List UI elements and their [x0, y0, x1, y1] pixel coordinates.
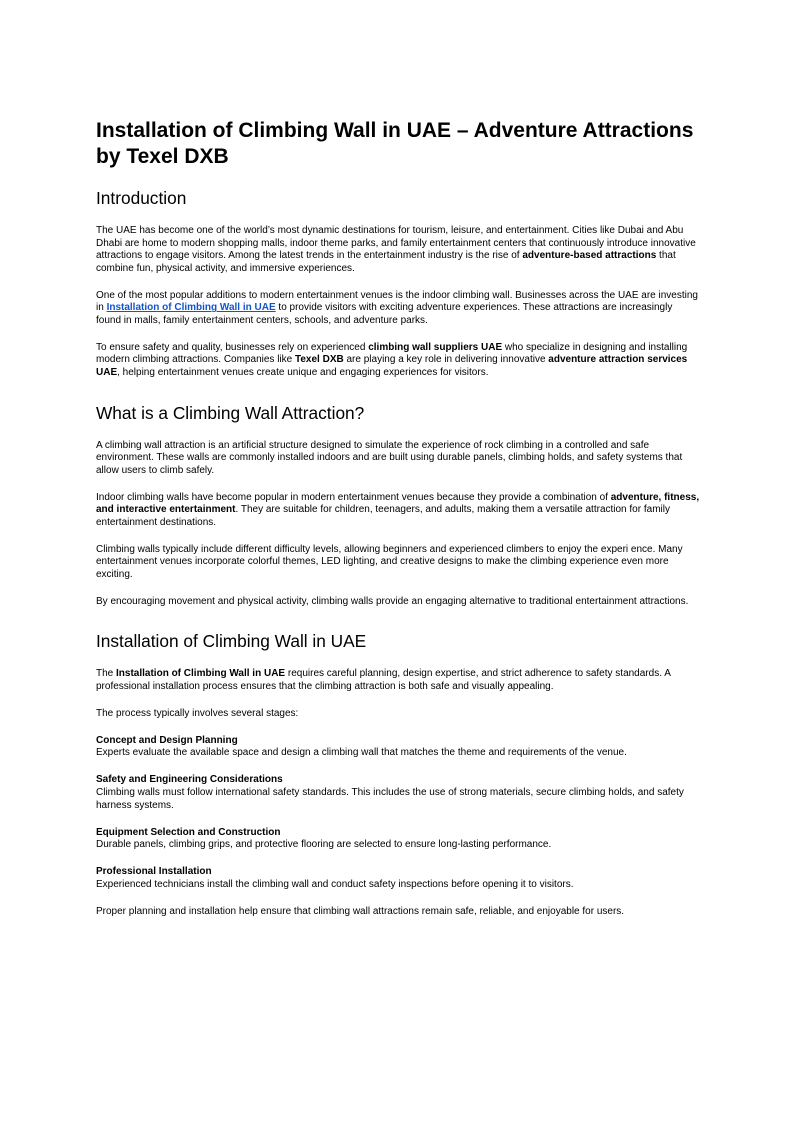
heading-what-is: What is a Climbing Wall Attraction? [96, 402, 365, 423]
stage-title: Equipment Selection and Construction [96, 826, 281, 838]
stage-description: Experts evaluate the available space and design a climbing wall that matches the theme and requirements of the venue. [96, 747, 627, 759]
intro-paragraph-3: To ensure safety and quality, businesses rely on experienced climbing wall suppliers UAE who specialize in designing and installing modern climbing attractions. Companies like Texel DXB are playing a key role in delivering innovative adventure attraction services UAE, helping entertainment venues create unique and engaging experiences for visitors. [96, 341, 688, 378]
stage-item [96, 827, 700, 852]
intro-paragraph-1: The UAE has become one of the world’s most dynamic destinations for tourism, leisure, and entertainment. Cities like Dubai and Abu Dhabi are home to modern shopping malls, indoor theme parks, and family entertainment centers that continuously introduce innovative attractions to engage visitors. Among the latest trends in the entertainment industry is the rise of adventure-based attractions that combine fun, physical activity, and immersive experiences. [96, 225, 696, 274]
what-paragraph-1: A climbing wall attraction is an artificial structure designed to simulate the experience of rock climbing in a controlled and safe environment. These walls are commonly installed indoors and are built using durable panels, climbing holds, and safety systems that allow users to climb safely. [96, 439, 683, 476]
heading-installation: Installation of Climbing Wall in UAE [96, 631, 367, 652]
what-paragraph-3: Climbing walls typically include different difficulty levels, allowing beginners and experienced climbers to enjoy the experi ence. Many entertainment venues incorporate colorful themes, LED lighting, and creative designs to make the climbing experience even more exciting. [96, 543, 683, 580]
intro-paragraph-2: One of the most popular additions to modern entertainment venues is the indoor climbing wall. Businesses across the UAE are investing in Installation of Climbing Wall in UAE to provide visitors with exciting adventure experiences. These attractions are increasingly found in malls, family entertainment centers, schools, and adventure parks. [96, 289, 698, 326]
install-paragraph-1: The Installation of Climbing Wall in UAE requires careful planning, design expertise, and strict adherence to safety standards. A professional installation process ensures that the climbing attraction is both safe and visually appealing. [96, 668, 671, 692]
stage-title: Safety and Engineering Considerations [96, 774, 283, 786]
stage-title: Professional Installation [96, 866, 212, 878]
install-paragraph-2: The process typically involves several stages: [96, 707, 299, 719]
page-title: Installation of Climbing Wall in UAE – Adventure Attractions by Texel DXB [96, 119, 694, 168]
what-paragraph-2: Indoor climbing walls have become popular in modern entertainment venues because they provide a combination of adventure, fitness, and interactive entertainment. They are suitable for children, teenagers, and adults, making them a versatile attraction for family entertainment destinations. [96, 491, 700, 528]
stage-item [96, 735, 700, 760]
stage-item [96, 774, 700, 812]
stage-description: Durable panels, climbing grips, and protective flooring are selected to ensure long-lasting performance. [96, 839, 552, 851]
document-page [96, 118, 700, 933]
climbing-wall-link[interactable]: Installation of Climbing Wall in UAE [106, 302, 276, 314]
closing-paragraph: Proper planning and installation help ensure that climbing wall attractions remain safe, reliable, and enjoyable for users. [96, 906, 625, 918]
stage-description: Climbing walls must follow international safety standards. This includes the use of strong materials, secure climbing holds, and safety harness systems. [96, 787, 684, 811]
what-paragraph-4: By encouraging movement and physical activity, climbing walls provide an engaging alternative to traditional entertainment attractions. [96, 595, 689, 607]
stage-item [96, 866, 700, 891]
heading-introduction: Introduction [96, 188, 187, 208]
stage-title: Concept and Design Planning [96, 734, 238, 746]
stage-description: Experienced technicians install the climbing wall and conduct safety inspections before opening it to visitors. [96, 878, 574, 890]
